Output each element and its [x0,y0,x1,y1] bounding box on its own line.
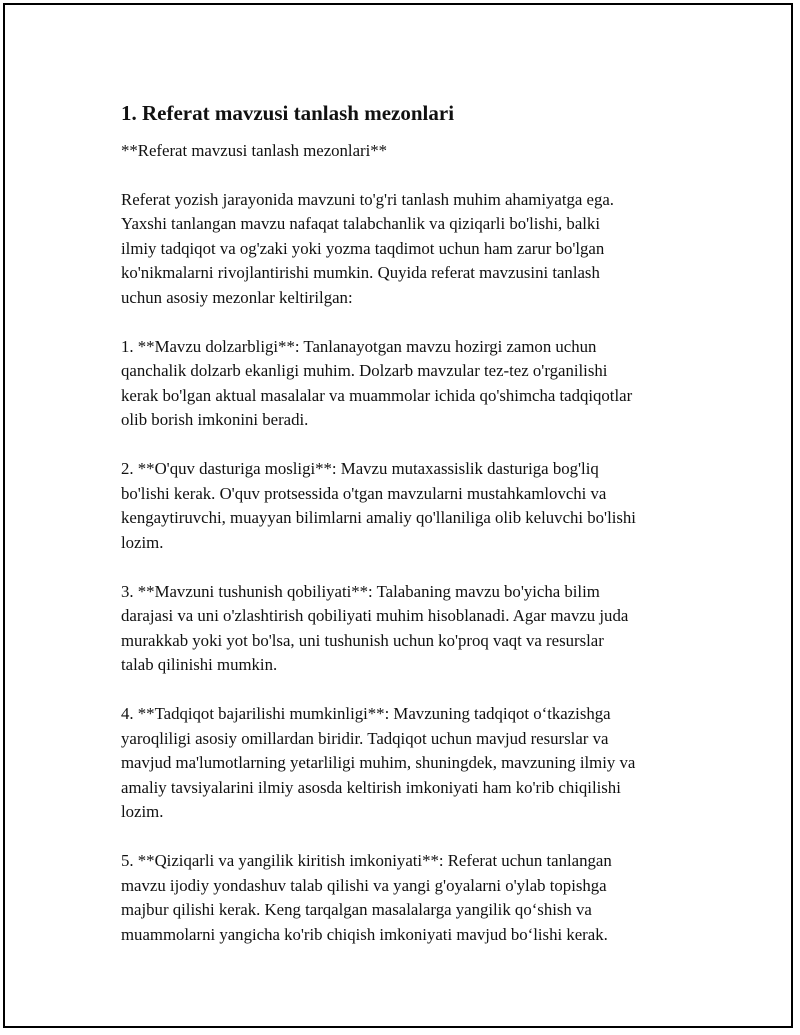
page-frame [3,3,793,1028]
section-heading: 1. Referat mavzusi tanlash mezonlari [121,101,455,125]
criterion-item-2: 2. **O'quv dasturiga mosligi**: Mavzu mutaxassislik dasturiga bog'liq bo'lishi kerak. O'quv protsessida o'tgan mavzularni mustahkamlovchi va kengaytiruvchi, muayyan bilimlarni amaliy qo'llaniliga olib keluvchi bo'lishi lozim. [121,459,636,552]
criterion-item-5: 5. **Qiziqarli va yangilik kiritish imkoniyati**: Referat uchun tanlangan mavzu ijodiy yondashuv talab qilishi va yangi g'oyalarni o'ylab topishga majbur qilishi kerak. Keng tarqalgan masalalarga yangilik qo‘shish va muammolarni yangicha ko'rib chiqish imkoniyati mavjud bo‘lishi kerak. [121,851,612,944]
criterion-item-3: 3. **Mavzuni tushunish qobiliyati**: Talabaning mavzu bo'yicha bilim darajasi va uni o'zlashtirish qobiliyati muhim hisoblanadi. Agar mavzu juda murakkab yoki yot bo'lsa, uni tushunish uchun ko'proq vaqt va resurslar talab qilinishi mumkin. [121,581,629,674]
criterion-item-1: 1. **Mavzu dolzarbligi**: Tanlanayotgan mavzu hozirgi zamon uchun qanchalik dolzarb ekanligi muhim. Dolzarb mavzular tez-tez o'rganilishi kerak bo'lgan aktual masalalar va muammolar ichida qo'shimcha tadqiqotlar olib borish imkonini beradi. [121,336,633,429]
document-subtitle: **Referat mavzusi tanlash mezonlari** [121,141,388,160]
intro-paragraph: Referat yozish jarayonida mavzuni to'g'ri tanlash muhim ahamiyatga ega. Yaxshi tanlangan mavzu nafaqat talabchanlik va qiziqarli bo'lishi, balki ilmiy tadqiqot va og'zaki yoki yozma taqdimot uchun ham zarur bo'lgan ko'nikmalarni rivojlantirishi mumkin. Quyida referat mavzusini tanlash uchun asosiy mezonlar keltirilgan: [121,189,615,307]
criterion-item-4: 4. **Tadqiqot bajarilishi mumkinligi**: Mavzuning tadqiqot o‘tkazishga yaroqliligi asosiy omillardan biridir. Tadqiqot uchun mavjud resurslar va mavjud ma'lumotlarning yetarliligi muhim, shuningdek, mavzuning ilmiy va amaliy tavsiyalarini ilmiy asosda keltirish imkoniyati ham ko'rib chiqilishi lozim. [121,704,636,821]
document-body [121,99,701,972]
